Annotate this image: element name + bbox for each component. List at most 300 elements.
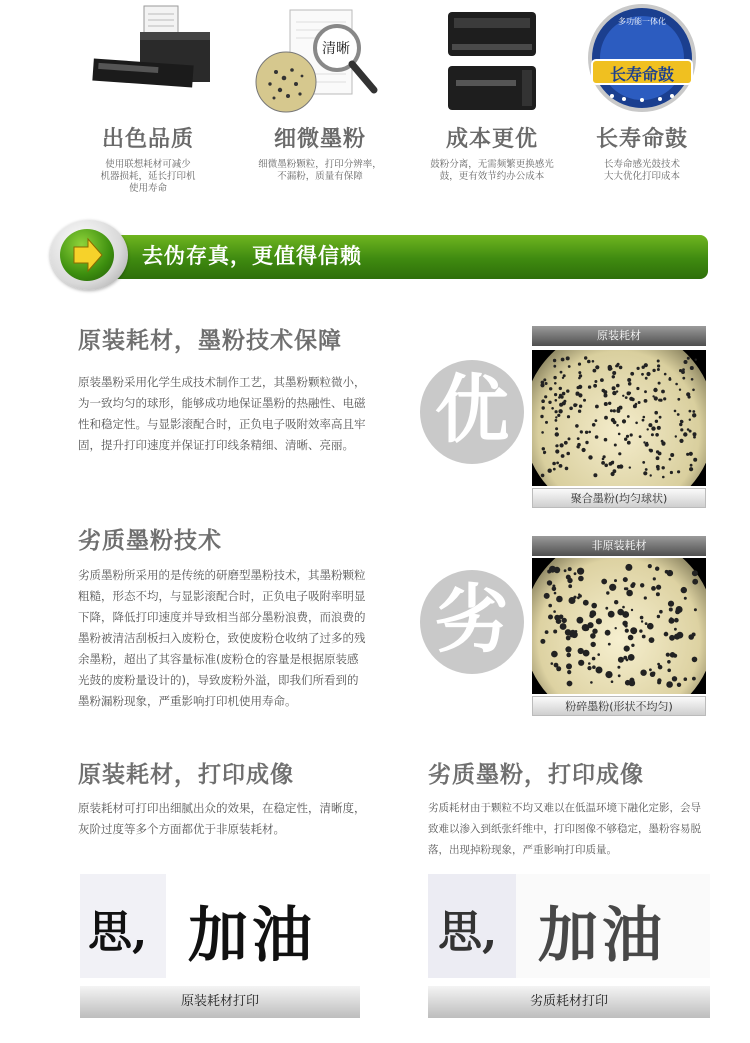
toner-particle	[605, 630, 611, 636]
toner-particle	[647, 623, 654, 630]
toner-particle	[657, 426, 661, 430]
toner-particle	[636, 387, 639, 390]
toner-particle	[662, 476, 665, 479]
toner-particle	[540, 415, 543, 418]
toner-particle	[541, 474, 545, 478]
toner-particle	[658, 452, 662, 456]
toner-particle	[675, 609, 680, 614]
toner-particle	[588, 455, 592, 459]
toner-particle	[553, 630, 557, 634]
toner-particle	[625, 564, 632, 571]
toner-particle	[666, 681, 673, 688]
toner-particle	[566, 389, 569, 392]
toner-particle	[585, 441, 588, 444]
toner-particle	[555, 449, 559, 453]
toner-particle	[617, 410, 620, 413]
toner-particle	[644, 390, 647, 393]
toner-particle	[667, 669, 671, 673]
toner-particle	[601, 461, 605, 465]
toner-particle	[625, 396, 628, 399]
toner-particle	[650, 474, 652, 476]
toner-particle	[573, 596, 576, 599]
section-title: 原装耗材，墨粉技术保障	[78, 328, 342, 354]
toner-particle	[614, 444, 617, 447]
toner-particle	[577, 568, 584, 575]
toner-particle	[557, 414, 560, 417]
toner-particle	[692, 410, 695, 413]
toner-particle	[540, 639, 545, 644]
toner-particle	[568, 567, 572, 571]
toner-particle	[674, 628, 677, 631]
panel-top-label: 原装耗材	[532, 326, 706, 346]
toner-particle	[592, 360, 595, 363]
toner-particle	[658, 399, 661, 402]
toner-particle	[602, 389, 606, 393]
toner-particle	[540, 383, 544, 387]
toner-particle	[583, 650, 590, 657]
toner-particle	[648, 564, 652, 568]
toner-particle	[578, 410, 581, 413]
toner-particle	[639, 435, 642, 438]
seal-icon	[562, 0, 722, 118]
toner-particle	[559, 387, 562, 390]
toner-particle	[657, 364, 660, 367]
toner-particle	[626, 659, 629, 662]
toner-particle	[684, 677, 688, 681]
toner-particle	[683, 432, 687, 436]
toner-particle	[578, 393, 582, 397]
toner-particle	[553, 376, 556, 379]
toner-particle	[604, 402, 608, 406]
toner-particle	[568, 584, 572, 588]
toner-particle	[611, 680, 614, 683]
toner-particle	[549, 387, 552, 390]
feature-title: 长寿命鼓	[595, 127, 688, 152]
toner-particle	[663, 397, 666, 400]
toner-particle	[569, 407, 573, 411]
toner-particle	[630, 627, 637, 634]
toner-particle	[689, 419, 691, 421]
toner-particle	[654, 411, 658, 415]
toner-particle	[617, 609, 624, 616]
toner-particle	[656, 465, 660, 469]
toner-particle	[604, 438, 608, 442]
toner-particle	[592, 629, 597, 634]
panel-top-label: 非原装耗材	[532, 536, 706, 556]
toner-particle	[592, 665, 596, 669]
toner-particle	[543, 378, 546, 381]
toner-particle	[553, 610, 556, 613]
toner-particle	[574, 572, 577, 575]
toner-particle	[566, 653, 571, 658]
toner-particle	[560, 443, 564, 447]
toner-particle	[608, 611, 615, 618]
toner-particle	[593, 473, 597, 477]
toner-particle	[608, 643, 611, 646]
toner-particle	[622, 419, 626, 423]
toner-particle	[690, 366, 694, 370]
toner-particle	[657, 360, 660, 363]
toner-particle	[655, 420, 658, 423]
print-caption: 原装耗材打印	[80, 986, 360, 1018]
toner-particle	[694, 608, 697, 611]
toner-particle	[616, 384, 620, 388]
toner-particle	[630, 433, 633, 436]
toner-particle	[682, 377, 685, 380]
toner-particle	[559, 615, 564, 620]
toner-particle	[674, 618, 679, 623]
toner-particle	[644, 596, 647, 599]
toner-particle	[695, 359, 697, 361]
toner-particle	[624, 438, 627, 441]
toner-particle	[687, 357, 690, 360]
toner-particle	[565, 646, 571, 652]
toner-particle	[559, 464, 563, 468]
feature-title: 成本更优	[445, 127, 538, 152]
toner-particle	[641, 585, 644, 588]
toner-particle	[577, 617, 584, 624]
toner-particle	[649, 637, 655, 643]
toner-particle	[656, 456, 660, 460]
toner-particle	[684, 597, 687, 600]
toner-particle	[675, 383, 678, 386]
toner-particle	[563, 400, 566, 403]
section-title: 劣质墨粉，打印成像	[428, 762, 644, 788]
toner-particle	[552, 587, 557, 592]
toner-particle	[618, 452, 621, 455]
quality-char: 优	[420, 360, 524, 464]
toner-particle	[597, 653, 600, 656]
toner-particle	[545, 382, 548, 385]
toner-particle	[627, 378, 631, 382]
toner-particle	[567, 578, 572, 583]
feature-desc: 鼓粉分离，无需频繁更换感光 鼓，更有效节约办公成本	[430, 159, 554, 182]
toner-particle	[551, 651, 558, 658]
toner-particle	[681, 370, 685, 374]
toner-particle	[679, 389, 681, 391]
seal-top-text: 多功能一体化	[618, 17, 666, 26]
toner-particle	[590, 681, 593, 684]
toner-particle	[595, 435, 599, 439]
toner-particle	[651, 433, 654, 436]
toner-particle	[681, 587, 687, 593]
toner-particle	[565, 467, 569, 471]
toner-particle	[548, 469, 552, 473]
toner-particle	[551, 662, 554, 665]
toner-particle	[591, 642, 596, 647]
toner-particle	[578, 660, 584, 666]
toner-particle	[556, 462, 559, 465]
toner-particle	[645, 622, 648, 625]
toner-particle	[608, 402, 611, 405]
toner-particle	[554, 393, 557, 396]
toner-particle	[692, 633, 696, 637]
toner-particle	[616, 390, 618, 392]
toner-particle	[609, 584, 616, 591]
toner-particle	[691, 378, 694, 381]
toner-particle	[612, 371, 616, 375]
toner-particle	[669, 635, 675, 641]
toner-particle	[644, 399, 648, 403]
toner-particle	[638, 401, 641, 404]
toner-particle	[664, 632, 669, 637]
toner-particle	[629, 397, 633, 401]
toner-particle	[628, 635, 634, 641]
toner-particle	[541, 399, 545, 403]
toner-particle	[689, 410, 692, 413]
banner	[50, 220, 710, 290]
toner-particle	[554, 382, 557, 385]
toner-particle	[652, 369, 655, 372]
print-sample-inferior	[428, 874, 710, 978]
toner-particle	[560, 623, 567, 630]
toner-particle	[692, 389, 695, 392]
toner-particle	[687, 428, 690, 431]
toner-particle	[564, 569, 567, 572]
toner-particle	[563, 374, 566, 377]
toner-particle	[591, 603, 597, 609]
toner-particle	[659, 416, 662, 419]
toner-particle	[680, 428, 683, 431]
section-title: 原装耗材，打印成像	[78, 762, 294, 788]
toner-particle	[605, 607, 608, 610]
toner-particle	[590, 633, 596, 639]
toner-particle	[657, 663, 660, 666]
toner-particle	[629, 466, 631, 468]
toner-particle	[606, 591, 609, 594]
cartridge-icon	[412, 0, 572, 118]
toner-particle	[567, 670, 571, 674]
toner-particle	[615, 627, 617, 629]
toner-particle	[677, 398, 680, 401]
toner-particle	[656, 592, 660, 596]
toner-particle	[610, 409, 613, 412]
toner-particle	[656, 585, 661, 590]
toner-particle	[646, 372, 650, 376]
toner-particle	[677, 413, 680, 416]
toner-particle	[655, 567, 659, 571]
toner-particle	[674, 410, 677, 413]
toner-particle	[592, 657, 596, 661]
toner-particle	[608, 365, 612, 369]
toner-particle	[679, 423, 682, 426]
toner-particle	[582, 448, 586, 452]
microscope-image-fine	[532, 350, 706, 486]
section-body: 原装墨粉采用化学生成技术制作工艺，其墨粉颗粒微小，为一致均匀的球形，能够成功地保证墨粉的热融性、电磁性和稳定性。与显影滚配合时，正负电子吸附效率高且牢固，提升打印速度并保证打印线条精细、清晰、亮丽。	[78, 375, 366, 452]
toner-particle	[588, 662, 591, 665]
toner-particle	[649, 668, 652, 671]
toner-particle	[577, 443, 581, 447]
toner-particle	[628, 654, 635, 661]
toner-particle	[657, 368, 660, 371]
toner-particle	[577, 437, 580, 440]
section-title: 劣质墨粉技术	[78, 528, 222, 554]
toner-particle	[566, 663, 572, 669]
toner-particle	[562, 392, 566, 396]
toner-particle	[657, 680, 661, 684]
toner-particle	[556, 444, 559, 447]
toner-particle	[554, 592, 557, 595]
toner-particle	[548, 401, 551, 404]
toner-particle	[670, 609, 673, 612]
toner-particle	[619, 464, 623, 468]
seal-text: 长寿命鼓	[609, 65, 674, 84]
toner-particle	[641, 620, 643, 622]
arrow-right-icon	[60, 229, 114, 281]
toner-particle	[624, 646, 630, 652]
banner-circle	[50, 220, 128, 290]
toner-particle	[594, 380, 597, 383]
toner-particle	[603, 455, 606, 458]
toner-particle	[637, 367, 640, 370]
toner-particle	[661, 390, 665, 394]
toner-particle	[578, 363, 581, 366]
toner-particle	[653, 577, 656, 580]
toner-particle	[618, 674, 621, 677]
toner-particle	[627, 441, 631, 445]
toner-particle	[653, 388, 657, 392]
toner-particle	[693, 436, 696, 439]
toner-particle	[548, 615, 553, 620]
toner-particle	[662, 466, 665, 469]
toner-particle	[555, 399, 558, 402]
toner-particle	[667, 570, 673, 576]
toner-particle	[628, 382, 632, 386]
toner-particle	[613, 469, 617, 473]
sample-char-1: 思,	[88, 907, 148, 958]
toner-particle	[692, 677, 696, 681]
toner-particle	[642, 461, 645, 464]
toner-particle	[588, 385, 591, 388]
toner-particle	[616, 424, 619, 427]
toner-particle	[613, 420, 617, 424]
toner-particle	[617, 666, 620, 669]
toner-particle	[655, 433, 659, 437]
print-caption: 劣质耗材打印	[428, 986, 710, 1018]
toner-particle	[651, 426, 655, 430]
toner-particle	[686, 392, 690, 396]
toner-particle	[666, 653, 670, 657]
microscope-image-coarse	[532, 558, 706, 694]
toner-particle	[595, 405, 599, 409]
toner-particle	[640, 670, 646, 676]
toner-particle	[544, 395, 547, 398]
toner-particle	[577, 386, 580, 389]
toner-particle	[588, 431, 591, 434]
toner-particle	[642, 419, 645, 422]
toner-particle	[558, 409, 562, 413]
toner-particle	[548, 604, 552, 608]
toner-particle	[692, 570, 698, 576]
toner-particle	[587, 666, 591, 670]
toner-particle	[552, 462, 556, 466]
inferior-char: 劣	[420, 570, 524, 674]
toner-particle	[559, 394, 562, 397]
toner-particle	[579, 405, 582, 408]
toner-particle	[547, 580, 552, 585]
toner-particle	[681, 420, 684, 423]
toner-particle	[604, 464, 608, 468]
toner-particle	[614, 600, 618, 604]
printer-icon	[68, 0, 228, 118]
toner-particle	[675, 435, 677, 437]
toner-particle	[622, 395, 624, 397]
toner-particle	[555, 419, 558, 422]
feature-cost	[412, 0, 572, 183]
feature-fine-toner	[240, 0, 400, 183]
toner-particle	[668, 378, 671, 381]
toner-particle	[631, 644, 634, 647]
toner-particle	[580, 431, 583, 434]
toner-particle	[553, 359, 556, 362]
toner-particle	[612, 386, 616, 390]
feature-long-life	[562, 0, 722, 183]
print-sample-genuine	[80, 874, 360, 978]
toner-particle	[568, 437, 571, 440]
toner-particle	[556, 596, 563, 603]
toner-particle	[561, 454, 565, 458]
feature-desc: 细微墨粉颗粒，打印分辨率， 不漏粉，质量有保障	[258, 159, 382, 182]
toner-particle	[670, 471, 673, 474]
toner-particle	[544, 593, 550, 599]
toner-particle	[612, 375, 615, 378]
toner-particle	[684, 360, 688, 364]
section-body: 劣质耗材由于颗粒不均又难以在低温环境下融化定影，会导致难以渗入到纸张纤维中，打印图像不够稳定，墨粉容易脱落，出现掉粉现象，严重影响打印质量。	[428, 802, 701, 856]
toner-particle	[692, 657, 698, 663]
toner-particle	[635, 422, 638, 425]
toner-particle	[549, 566, 556, 573]
toner-particle	[622, 621, 627, 626]
toner-particle	[624, 587, 627, 590]
sample-char-1: 思,	[438, 907, 498, 958]
toner-particle	[625, 629, 629, 633]
toner-particle	[613, 409, 616, 412]
toner-particle	[583, 399, 586, 402]
feature-title: 出色品质	[101, 127, 194, 152]
toner-particle	[641, 373, 644, 376]
toner-particle	[596, 618, 602, 624]
toner-particle	[679, 439, 683, 443]
toner-particle	[545, 421, 548, 424]
toner-particle	[645, 377, 648, 380]
toner-particle	[635, 403, 638, 406]
toner-particle	[689, 467, 693, 471]
toner-particle	[670, 617, 673, 620]
toner-particle	[664, 373, 667, 376]
toner-particle	[677, 470, 680, 473]
toner-particle	[564, 441, 568, 445]
toner-particle	[578, 371, 581, 374]
toner-particle	[628, 392, 631, 395]
toner-particle	[566, 452, 570, 456]
toner-particle	[618, 657, 624, 663]
toner-particle	[648, 423, 652, 427]
toner-particle	[555, 410, 558, 413]
toner-particle	[659, 610, 663, 614]
toner-particle	[669, 458, 672, 461]
toner-particle	[583, 600, 589, 606]
clear-badge: 清晰	[322, 41, 350, 57]
toner-particle	[604, 394, 608, 398]
feature-desc: 使用联想耗材可减少 机器损耗，延长打印机 使用寿命	[100, 159, 196, 194]
toner-particle	[693, 432, 697, 436]
panel-bottom-label: 聚合墨粉(均匀球状)	[532, 488, 706, 508]
toner-particle	[555, 432, 559, 436]
toner-particle	[677, 683, 681, 687]
toner-particle	[601, 579, 607, 585]
toner-particle	[575, 404, 577, 406]
toner-particle	[614, 579, 617, 582]
